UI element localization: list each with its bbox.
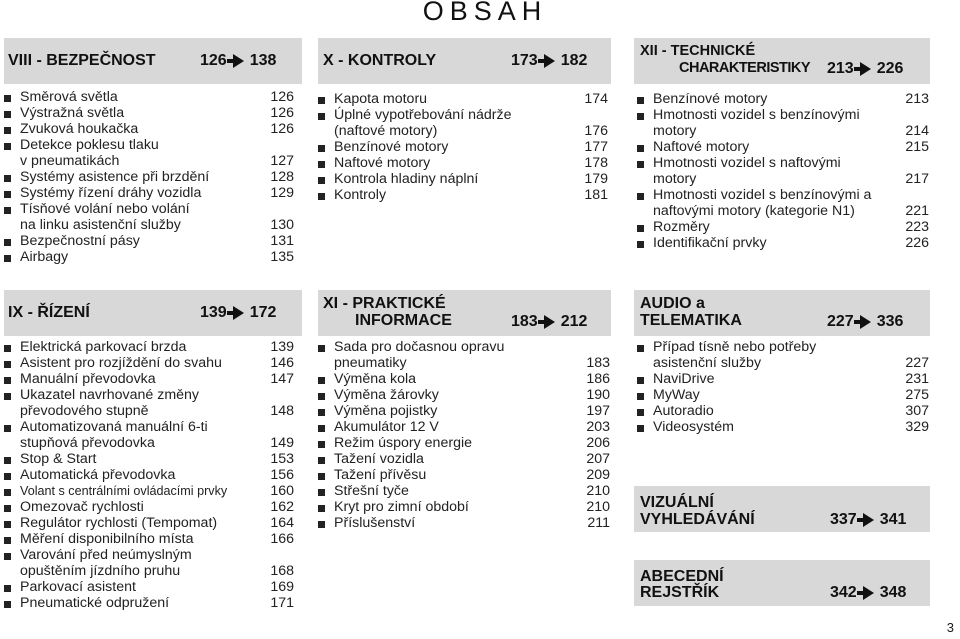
section-title-line1: XII - TECHNICKÉ [640, 43, 756, 59]
toc-entry[interactable] [4, 121, 294, 137]
section-title-line2: TELEMATIKA [640, 312, 742, 329]
toc-entry-page: 207 [586, 451, 610, 467]
range-from: 173 [511, 52, 538, 69]
toc-entry-text: Hmotnosti vozidel s benzínovými [653, 107, 860, 123]
page-range [511, 52, 587, 70]
toc-entry-page: 174 [584, 91, 608, 107]
toc-entry[interactable] [318, 91, 608, 107]
range-from: 227 [827, 313, 854, 330]
range-to: 348 [879, 584, 907, 601]
section-header-vizualni[interactable] [634, 486, 930, 532]
toc-entry[interactable] [318, 187, 608, 203]
toc-entry-text-continued: na linku asistenční služby [20, 217, 181, 233]
toc-entry-text: Automatická převodovka [20, 467, 176, 483]
section-header-abecedni[interactable] [634, 560, 930, 606]
toc-entry-text: Příslušenství [334, 515, 416, 531]
toc-entry-page: 329 [905, 419, 929, 435]
page-range [830, 584, 906, 602]
toc-entry[interactable] [318, 139, 608, 155]
toc-entry-text: Střešní tyče [334, 483, 409, 499]
toc-entry[interactable] [318, 387, 610, 403]
toc-entry-page: 307 [905, 403, 929, 419]
toc-entry[interactable] [318, 155, 608, 171]
page-range [200, 52, 276, 70]
toc-entry-text: Hmotnosti vozidel s naftovými [653, 155, 841, 171]
toc-entry[interactable] [637, 403, 929, 419]
section-header-audio[interactable] [634, 290, 930, 336]
toc-entry-text: Benzínové motory [334, 139, 449, 155]
toc-entry[interactable] [4, 547, 294, 579]
toc-entry[interactable] [4, 595, 294, 611]
page-range [830, 511, 906, 529]
toc-list-technicke [637, 91, 929, 251]
toc-entry[interactable] [4, 387, 294, 419]
section-title: VIII - BEZPEČNOST [8, 52, 156, 69]
section-title-line2: VYHLEDÁVÁNÍ [640, 511, 755, 528]
toc-entry[interactable] [637, 387, 929, 403]
toc-entry[interactable] [318, 339, 610, 371]
toc-entry[interactable] [637, 235, 929, 251]
toc-entry-text: Parkovací asistent [20, 579, 136, 595]
toc-entry-page: 169 [270, 579, 294, 595]
arrow-right-icon [233, 306, 244, 320]
toc-entry[interactable] [637, 107, 929, 139]
toc-entry-page: 139 [270, 339, 294, 355]
arrow-right-icon [863, 513, 874, 527]
arrow-right-icon [544, 54, 555, 68]
toc-entry[interactable] [637, 419, 929, 435]
page-range [200, 304, 276, 322]
toc-entry-page: 126 [270, 105, 294, 121]
section-title: X - KONTROLY [323, 52, 437, 69]
page-range [827, 313, 903, 331]
toc-entry-text: Kontroly [334, 187, 387, 203]
toc-entry[interactable] [4, 185, 294, 201]
toc-entry-text: Hmotnosti vozidel s benzínovými a [653, 187, 872, 203]
toc-entry[interactable] [4, 467, 294, 483]
toc-entry-text: Pneumatické odpružení [20, 595, 170, 611]
toc-entry-page: 209 [586, 467, 610, 483]
toc-entry[interactable] [4, 371, 294, 387]
section-title-line1: VIZUÁLNÍ [640, 494, 714, 511]
toc-entry-text: Volant s centrálními ovládacími prvky [20, 484, 228, 498]
toc-entry-page: 156 [270, 467, 294, 483]
toc-entry[interactable] [318, 171, 608, 187]
toc-entry-text: Stop & Start [20, 451, 97, 467]
toc-entry-page: 128 [270, 169, 294, 185]
toc-entry-text: Výměna kola [334, 371, 417, 387]
toc-list-prakticke [318, 339, 610, 531]
toc-entry-text: Výstražná světla [20, 105, 125, 121]
toc-list-bezpecnost [4, 89, 294, 265]
range-to: 226 [876, 60, 904, 77]
toc-entry-text: Kontrola hladiny náplní [334, 171, 479, 187]
toc-entry-text: Směrová světla [20, 89, 118, 105]
toc-entry[interactable] [637, 139, 929, 155]
toc-entry[interactable] [637, 155, 929, 187]
toc-entry-text: Zvuková houkačka [20, 121, 139, 137]
toc-entry-text: Asistent pro rozjíždění do svahu [20, 355, 222, 371]
toc-entry-text: Tísňové volání nebo volání [20, 201, 190, 217]
toc-entry[interactable] [4, 419, 294, 451]
toc-entry-page: 214 [905, 123, 929, 139]
toc-entry-page: 231 [905, 371, 929, 387]
section-title-line1: XI - PRAKTICKÉ [323, 295, 446, 312]
toc-entry-page: 153 [270, 451, 294, 467]
section-header-kontroly[interactable] [318, 38, 611, 84]
toc-entry-text: Systémy řízení dráhy vozidla [20, 185, 202, 201]
toc-entry-text: Varování před neúmyslným [20, 547, 192, 563]
toc-entry-page: 217 [905, 171, 929, 187]
toc-entry[interactable] [637, 371, 929, 387]
toc-entry-page: 177 [584, 139, 608, 155]
toc-entry-page: 210 [586, 483, 610, 499]
page-range [511, 313, 587, 331]
toc-entry-text: Automatizovaná manuální 6-ti [20, 419, 208, 435]
toc-entry-page: 211 [587, 515, 610, 531]
toc-entry[interactable] [637, 91, 929, 107]
arrow-right-icon [860, 315, 871, 329]
toc-entry-page: 164 [270, 515, 294, 531]
toc-list-kontroly [318, 91, 608, 203]
page-number: 3 [946, 620, 954, 635]
toc-entry-text: Airbagy [20, 249, 69, 265]
toc-entry[interactable] [637, 339, 929, 371]
toc-entry-page: 203 [586, 419, 610, 435]
toc-entry[interactable] [4, 339, 294, 355]
toc-entry-text: Elektrická parkovací brzda [20, 339, 187, 355]
toc-entry[interactable] [318, 371, 610, 387]
toc-entry-page: 160 [270, 483, 294, 499]
toc-entry-text: Regulátor rychlosti (Tempomat) [20, 515, 218, 531]
toc-entry-page: 190 [586, 387, 610, 403]
toc-entry-page: 127 [270, 153, 294, 169]
toc-entry[interactable] [318, 419, 610, 435]
range-from: 139 [200, 304, 227, 321]
toc-entry-text: Případ tísně nebo potřeby [653, 339, 817, 355]
page-title: OBSAH [422, 0, 548, 26]
section-title: IX - ŘÍZENÍ [8, 304, 90, 321]
section-title-line2: INFORMACE [355, 312, 452, 329]
toc-entry-text: Tažení přívěsu [334, 467, 427, 483]
toc-entry-text: Výměna pojistky [334, 403, 438, 419]
range-to: 341 [879, 511, 907, 528]
toc-entry-text-continued: motory [653, 171, 697, 187]
toc-entry-text: Sada pro dočasnou opravu [334, 339, 505, 355]
toc-entry-text: Naftové motory [653, 139, 750, 155]
toc-entry-text-continued: naftovými motory (kategorie N1) [653, 203, 855, 219]
toc-entry-text: Výměna žárovky [334, 387, 439, 403]
toc-entry-text-continued: v pneumatikách [20, 153, 120, 169]
toc-entry-text: Benzínové motory [653, 91, 768, 107]
toc-entry-page: 206 [586, 435, 610, 451]
toc-entry[interactable] [318, 451, 610, 467]
section-header-rizeni[interactable] [4, 290, 302, 336]
toc-entry-page: 135 [270, 249, 294, 265]
toc-entry-page: 275 [905, 387, 929, 403]
section-header-prakticke[interactable] [318, 290, 611, 336]
range-to: 182 [560, 52, 588, 69]
section-title-line2: REJSTŘÍK [640, 584, 720, 601]
toc-entry-text: Bezpečnostní pásy [20, 233, 140, 249]
toc-list-rizeni [4, 339, 294, 611]
arrow-right-icon [233, 54, 244, 68]
toc-entry-page: 129 [270, 185, 294, 201]
toc-entry-text: Ukazatel navrhované změny [20, 387, 200, 403]
range-from: 342 [830, 584, 857, 601]
toc-entry-page: 148 [270, 403, 294, 419]
section-title-line1: AUDIO a [640, 295, 705, 312]
toc-entry[interactable] [637, 187, 929, 219]
toc-entry[interactable] [4, 169, 294, 185]
toc-entry[interactable] [4, 89, 294, 105]
toc-entry[interactable] [318, 467, 610, 483]
toc-entry-text: MyWay [653, 387, 700, 403]
toc-entry-text: Akumulátor 12 V [334, 419, 439, 435]
toc-entry-page: 168 [270, 563, 294, 579]
toc-entry-page: 147 [270, 371, 294, 387]
toc-entry-page: 210 [586, 499, 610, 515]
section-header-technicke[interactable] [634, 38, 930, 84]
toc-entry-text: Rozměry [653, 219, 710, 235]
toc-entry-text: Manuální převodovka [20, 371, 156, 387]
section-title-line1: ABECEDNÍ [640, 568, 724, 585]
toc-entry-page: 126 [270, 121, 294, 137]
range-to: 212 [560, 313, 588, 330]
toc-entry-text: Autoradio [653, 403, 714, 419]
toc-entry-page: 215 [905, 139, 929, 155]
toc-entry[interactable] [4, 137, 294, 169]
range-from: 126 [200, 52, 227, 69]
toc-entry-text: Tažení vozidla [334, 451, 424, 467]
toc-entry-text-continued: stupňová převodovka [20, 435, 155, 451]
toc-entry-text: NaviDrive [653, 371, 715, 387]
toc-entry[interactable] [4, 249, 294, 265]
toc-entry[interactable] [4, 233, 294, 249]
range-from: 337 [830, 511, 857, 528]
toc-entry-page: 181 [584, 187, 608, 203]
toc-entry-text: Kapota motoru [334, 91, 428, 107]
toc-entry-text: Kryt pro zimní období [334, 499, 469, 515]
toc-entry-text-continued: opuštěním jízdního pruhu [20, 563, 181, 579]
toc-entry-text: Měření disponibilního místa [20, 531, 194, 547]
toc-entry-page: 130 [270, 217, 294, 233]
section-title-line2: CHARAKTERISTIKY [679, 60, 811, 76]
toc-entry-page: 131 [270, 233, 294, 249]
toc-entry-page: 223 [905, 219, 929, 235]
toc-entry[interactable] [4, 483, 294, 499]
toc-entry-page: 149 [270, 435, 294, 451]
toc-entry-page: 221 [905, 203, 929, 219]
toc-entry[interactable] [4, 531, 294, 547]
toc-entry-text: Detekce poklesu tlaku [20, 137, 159, 153]
toc-entry-text: Úplné vypotřebování nádrže [334, 107, 512, 123]
toc-entry-page: 171 [270, 595, 294, 611]
toc-entry-text: Identifikační prvky [653, 235, 767, 251]
toc-entry-text: Naftové motory [334, 155, 431, 171]
toc-entry-page: 186 [586, 371, 610, 387]
toc-entry-text: Omezovač rychlosti [20, 499, 144, 515]
toc-entry[interactable] [318, 403, 610, 419]
toc-entry-page: 166 [270, 531, 294, 547]
toc-entry[interactable] [318, 515, 610, 531]
range-from: 183 [511, 313, 538, 330]
toc-entry-page: 162 [270, 499, 294, 515]
toc-entry-text: Videosystém [653, 419, 734, 435]
range-from: 213 [827, 60, 854, 77]
toc-entry[interactable] [4, 515, 294, 531]
toc-entry-page: 126 [270, 89, 294, 105]
toc-entry-text-continued: asistenční služby [653, 355, 762, 371]
toc-entry[interactable] [4, 105, 294, 121]
range-to: 172 [249, 304, 277, 321]
toc-entry-text: Systémy asistence při brzdění [20, 169, 210, 185]
toc-entry[interactable] [4, 451, 294, 467]
toc-entry-page: 179 [584, 171, 608, 187]
toc-entry[interactable] [318, 483, 610, 499]
arrow-right-icon [860, 62, 871, 76]
toc-entry-page: 197 [586, 403, 610, 419]
toc-entry-page: 146 [270, 355, 294, 371]
arrow-right-icon [863, 586, 874, 600]
toc-entry[interactable] [4, 355, 294, 371]
toc-entry-text-continued: motory [653, 123, 697, 139]
toc-entry-page: 226 [905, 235, 929, 251]
toc-entry[interactable] [4, 499, 294, 515]
section-header-bezpecnost[interactable] [4, 38, 302, 84]
page-range [827, 60, 903, 78]
toc-entry-text-continued: převodového stupně [20, 403, 149, 419]
toc-entry[interactable] [318, 499, 610, 515]
range-to: 336 [876, 313, 904, 330]
toc-entry[interactable] [318, 107, 608, 139]
toc-entry-page: 213 [905, 91, 929, 107]
toc-entry[interactable] [4, 579, 294, 595]
toc-entry-page: 227 [905, 355, 929, 371]
toc-entry-page: 176 [584, 123, 608, 139]
toc-entry[interactable] [637, 219, 929, 235]
toc-entry[interactable] [318, 435, 610, 451]
range-to: 138 [249, 52, 277, 69]
arrow-right-icon [544, 315, 555, 329]
toc-entry-page: 183 [586, 355, 610, 371]
toc-entry-page: 178 [584, 155, 608, 171]
toc-entry-text-continued: (naftové motory) [334, 123, 438, 139]
toc-entry-text: Režim úspory energie [334, 435, 472, 451]
toc-entry[interactable] [4, 201, 294, 233]
toc-list-audio [637, 339, 929, 435]
toc-entry-text-continued: pneumatiky [334, 355, 407, 371]
